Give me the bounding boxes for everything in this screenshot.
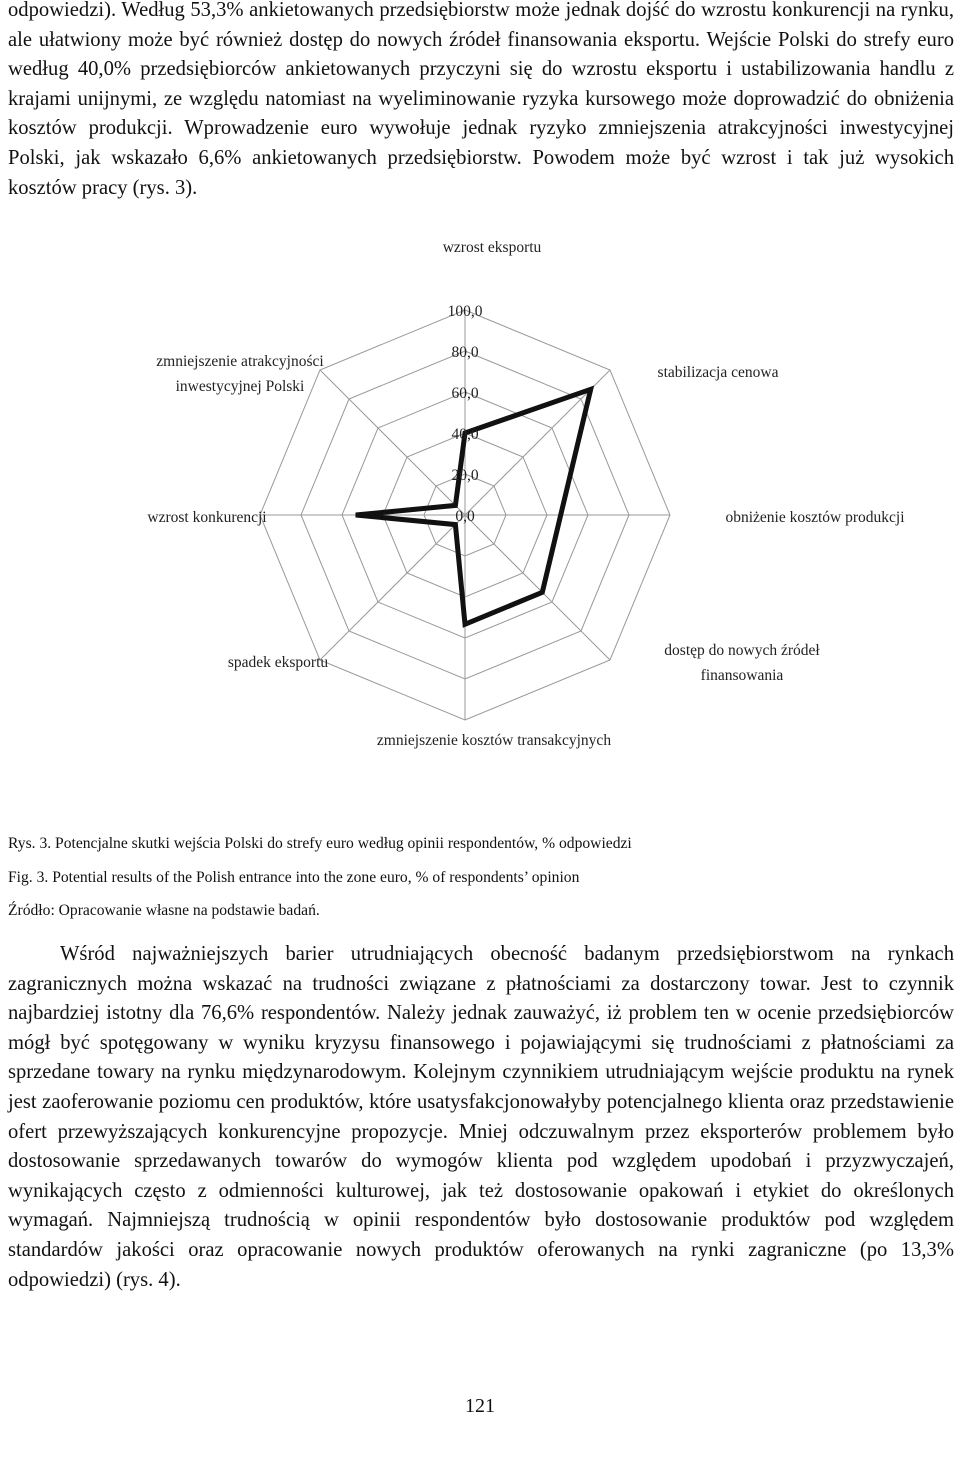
radar-category-label xyxy=(725,509,905,526)
radar-category-label-line: stabilizacja cenowa xyxy=(657,364,779,381)
radar-category-label-line: spadek eksportu xyxy=(227,654,329,671)
radar-tick-label: 20,0 xyxy=(451,467,479,484)
radar-tick-label: 100,0 xyxy=(447,303,483,320)
radar-category-label-line: zmniejszenie kosztów transakcyjnych xyxy=(376,732,612,749)
radar-tick-label: 40,0 xyxy=(451,426,479,443)
radar-chart xyxy=(0,239,960,770)
radar-category-label-line: finansowania xyxy=(700,667,784,684)
radar-category-label xyxy=(147,509,267,526)
radar-tick-label: 60,0 xyxy=(451,385,479,402)
radar-category-label-line: wzrost eksportu xyxy=(442,239,542,256)
radar-category-label xyxy=(658,364,779,381)
radar-category-label-line: wzrost konkurencji xyxy=(147,509,267,526)
radar-category-label-line: obniżenie kosztów produkcji xyxy=(725,509,905,526)
radar-category-label xyxy=(228,654,329,671)
body-paragraph-bottom: Wśród najważniejszych barier utrudniających obecność badanym przedsiębiorstwom na rynkach zagranicznych można wskazać na trudności związane z płatnościami za dostarczony towar. Jest to czynnik najbardziej istotny dla 76,6% respondentów. Należy jednak zauważyć, iż problem ten w ocenie przedsiębiorców mógł być spotęgowany w wyniku kryzysu finansowego i pojawiającymi się trudnościami z płatnościami za sprzedane towary na rynku międzynarodowym. Kolejnym czynnikiem utrudniającym wejście produktu na rynek jest zaoferowanie poziomu cen produktów, które usatysfakcjonowałyby potencjalnego klienta oraz przedstawienie ofert przewyższających konkurencyjne propozycje. Mniej odczuwalnym przez eksporterów problemem było dostosowanie sprzedawanych towarów do wymogów klienta pod względem upodobań i przyzwyczajeń, wynikających często z odmienności kulturowej, jak też dostosowanie opakowań i etykiet do określonych wymagań. Najmniejszą trudnością w opinii respondentów było dostosowanie produktów pod względem standardów jakości oraz opracowanie nowych produktów oferowanych na rynki zagraniczne (po 13,3% odpowiedzi) (rys. 4). xyxy=(8,943,954,1291)
radar-category-label xyxy=(664,642,820,684)
radar-category-label-line: dostęp do nowych źródeł xyxy=(664,642,820,659)
radar-category-label xyxy=(156,353,324,395)
body-paragraph-top: odpowiedzi). Według 53,3% ankietowanych przedsiębiorstw może jednak dojść do wzrostu konkurencji na rynku, ale ułatwiony może być również dostęp do nowych źródeł finansowania eksportu. Wejście Polski do strefy euro według 40,0% przedsiębiorców ankietowanych przyczyni się do wzrostu eksportu i ustabilizowania handlu z krajami unijnymi, ze względu natomiast na wyeliminowanie ryzyka kursowego może doprowadzić do obniżenia kosztów produkcji. Wprowadzenie euro wywołuje jednak ryzyko zmniejszenia atrakcyjności inwestycyjnej Polski, jak wskazało 6,6% ankietowanych przedsiębiorstw. Powodem może być wzrost i tak już wysokich kosztów pracy (rys. 3). xyxy=(8,0,954,199)
radar-tick-label: 80,0 xyxy=(451,344,479,361)
radar-category-label xyxy=(377,732,611,749)
figure-caption-pl: Rys. 3. Potencjalne skutki wejścia Polski do strefy euro według opinii respondentów, % odpowiedzi xyxy=(8,835,632,852)
page-number: 121 xyxy=(465,1395,495,1417)
figure-source: Źródło: Opracowanie własne na podstawie badań. xyxy=(8,902,320,919)
radar-category-label xyxy=(443,239,542,256)
radar-category-label-line: inwestycyjnej Polski xyxy=(175,378,305,395)
radar-tick-label: 0,0 xyxy=(455,508,475,525)
radar-category-label-line: zmniejszenie atrakcyjności xyxy=(156,353,324,370)
figure-caption-en: Fig. 3. Potential results of the Polish entrance into the zone euro, % of respondents’ opinion xyxy=(8,869,580,886)
